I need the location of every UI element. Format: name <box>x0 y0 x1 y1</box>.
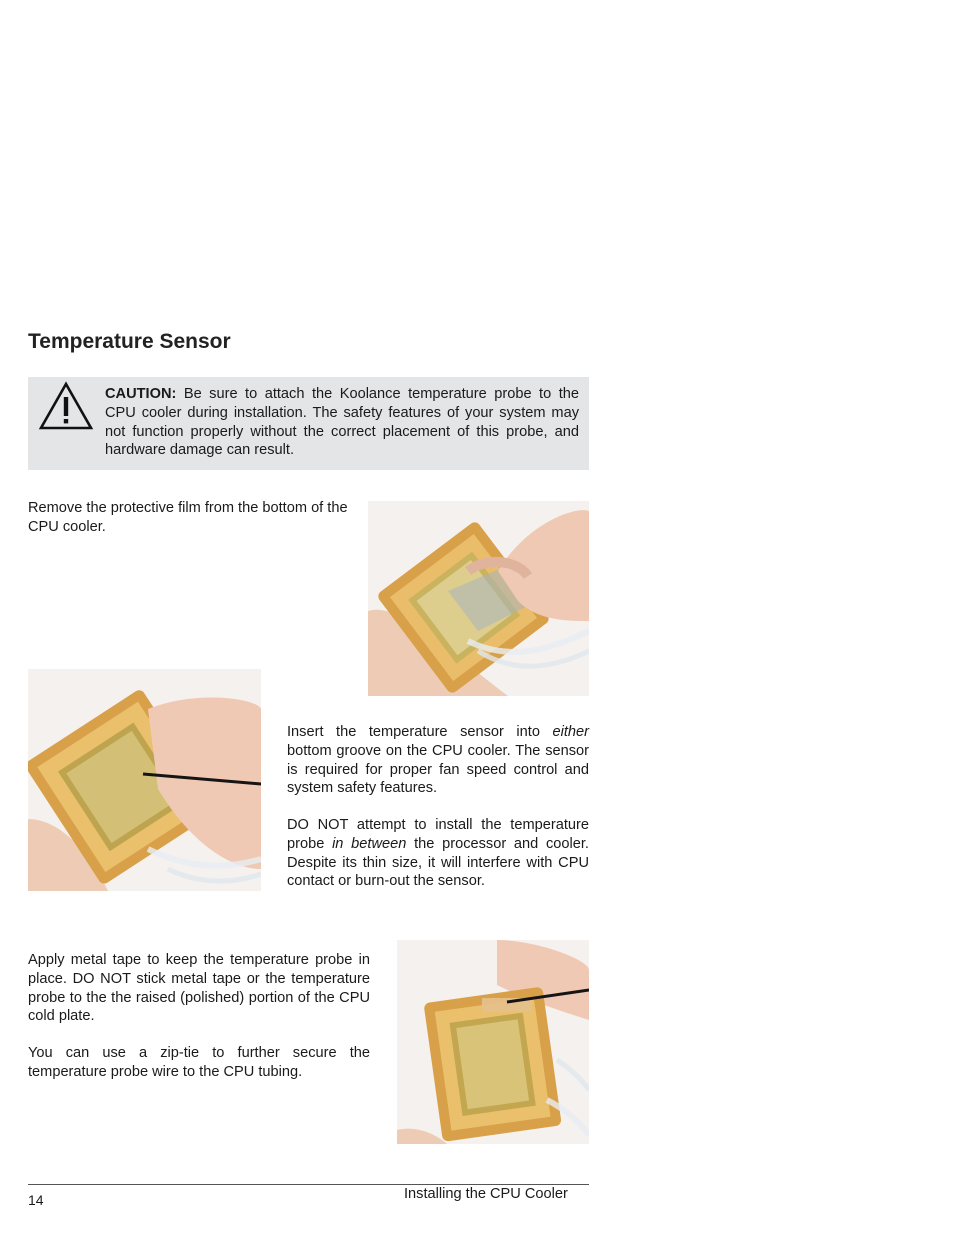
photo-metal-tape <box>397 940 589 1144</box>
caution-label: CAUTION: <box>105 386 177 402</box>
footer-divider <box>28 1184 589 1185</box>
page-number: 14 <box>28 1192 44 1208</box>
step3-paragraph-2: You can use a zip-tie to further secure the temperature probe wire to the CPU tubing. <box>28 1045 370 1080</box>
warning-triangle-icon <box>38 381 94 431</box>
caution-box <box>28 377 589 470</box>
section-title: Temperature Sensor <box>28 330 231 353</box>
step3-paragraph-1: Apply metal tape to keep the temperature probe in place. DO NOT stick metal tape or the temperature probe to the the raised (polished) portion of the CPU cold plate. <box>28 952 370 1025</box>
caution-body: Be sure to attach the Koolance temperature probe to the CPU cooler during installation. The safety features of your system may not function properly without the correct placement of this probe, and hardware damage can result. <box>105 386 579 459</box>
step2-paragraph-2: DO NOT attempt to install the temperature probe in between the processor and cooler. Despite its thin size, it will interfere with CPU contact or burn-out the sensor. <box>287 817 589 890</box>
photo-insert-sensor <box>28 669 261 891</box>
step2-paragraph-1: Insert the temperature sensor into either bottom groove on the CPU cooler. The sensor is required for proper fan speed control and system safety features. <box>287 724 589 797</box>
step1-text: Remove the protective film from the bottom of the CPU cooler. <box>28 500 348 535</box>
caution-message <box>105 385 579 460</box>
footer-chapter-title: Installing the CPU Cooler <box>404 1186 568 1202</box>
photo-remove-film <box>368 501 589 696</box>
